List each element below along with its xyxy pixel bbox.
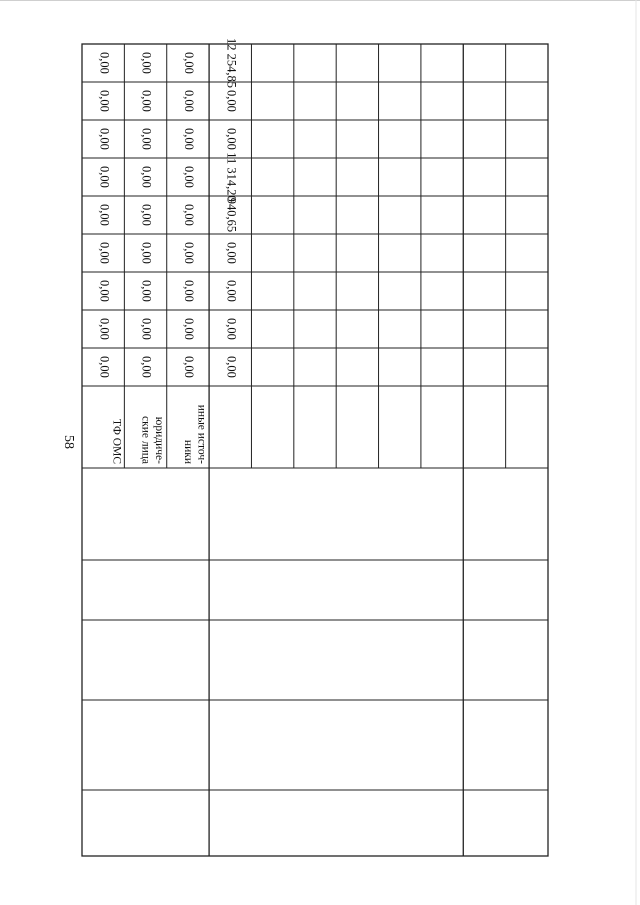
value-cell: 0,00 — [139, 280, 154, 302]
value-cell: 0,00 — [97, 90, 112, 112]
value-cell: 0,00 — [182, 242, 197, 264]
value-cell: 0,00 — [224, 318, 239, 340]
cell-source — [140, 416, 166, 464]
value-cell: 0,00 — [182, 318, 197, 340]
value-cell: 0,00 — [224, 90, 239, 112]
value-cell: 0,00 — [224, 356, 239, 378]
cell-source — [111, 419, 123, 464]
value-cell: 0,00 — [97, 318, 112, 340]
value-cell: 0,00 — [139, 90, 154, 112]
value-cell: 0,00 — [139, 52, 154, 74]
value-cell: 0,00 — [182, 280, 197, 302]
value-cell: 0,00 — [97, 242, 112, 264]
cell-source-line: ТФ ОМС — [110, 419, 123, 464]
value-cell: 0,00 — [97, 52, 112, 74]
value-cell: 0,00 — [139, 318, 154, 340]
value-cell: 940,65 — [224, 197, 239, 233]
value-cell: 0,00 — [97, 356, 112, 378]
value-cell: 0,00 — [97, 280, 112, 302]
cell-source-line: ники — [181, 439, 194, 464]
value-cell: 0,00 — [182, 90, 197, 112]
value-cell: 0,00 — [182, 52, 197, 74]
cell-source — [182, 405, 208, 464]
cell-source-line: юридиче- — [153, 416, 166, 464]
value-cell: 0,00 — [182, 128, 197, 150]
value-cell: 0,00 — [182, 166, 197, 188]
value-cell: 0,00 — [139, 204, 154, 226]
value-cell: 0,00 — [224, 128, 239, 150]
value-cell: 0,00 — [182, 356, 197, 378]
cell-source-line: ские лица — [139, 416, 152, 464]
page-number: 58 — [61, 435, 76, 449]
value-cell: 11 314,20 — [224, 152, 239, 202]
value-cell: 0,00 — [224, 280, 239, 302]
value-cell: 12 254,85 — [224, 38, 239, 89]
value-cell: 0,00 — [139, 166, 154, 188]
value-cell: 0,00 — [97, 128, 112, 150]
value-cell: 0,00 — [224, 242, 239, 264]
value-cell: 0,00 — [182, 204, 197, 226]
cell-source-line: иные источ- — [195, 404, 208, 464]
value-cell: 0,00 — [139, 356, 154, 378]
value-cell: 0,00 — [97, 204, 112, 226]
value-cell: 0,00 — [139, 242, 154, 264]
value-cell: 0,00 — [139, 128, 154, 150]
value-cell: 0,00 — [97, 166, 112, 188]
